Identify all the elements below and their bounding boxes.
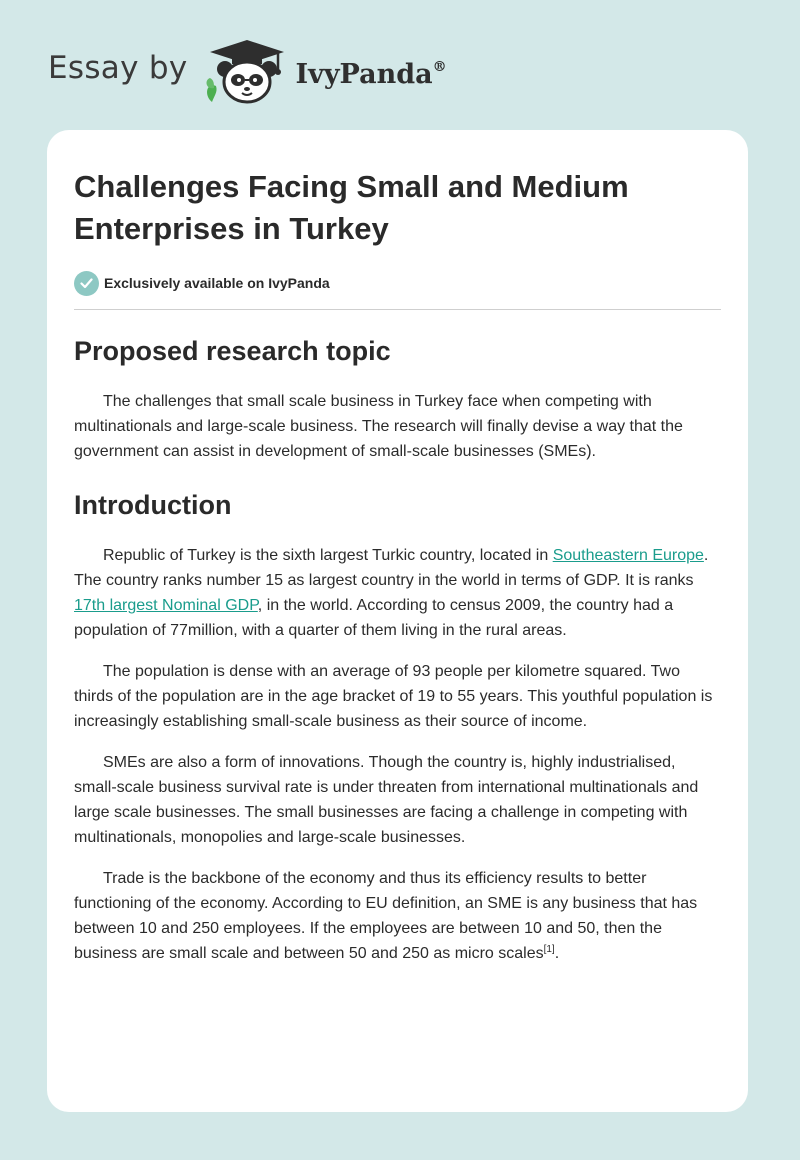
exclusive-badge [74,270,721,296]
paragraph: Republic of Turkey is the sixth largest Turkic country, located in Southeastern Europe. The country ranks number 15 as largest country in the world in terms of GDP. It is ranks 17th largest Nominal GDP, in the world. According to census 2009, the country had a population of 77million, with a quarter of them living in the rural areas. [74,547,709,639]
paragraph: Trade is the backbone of the economy and thus its efficiency results to better functioning of the economy. According to EU definition, an SME is any business that has between 10 and 250 employees. If the employees are between 10 and 50, then the business are small scale and between 50 and 250 as micro scales[1]. [74,870,698,962]
divider [74,309,721,310]
nominal-gdp-link[interactable]: 17th largest Nominal GDP [74,597,258,614]
essay-by-label: Essay by [48,50,188,86]
section-heading-introduction: Introduction [74,490,232,520]
paragraph: SMEs are also a form of innovations. Though the country is, highly industrialised, small-scale business survival rate is under threaten from international multinationals and large scale businesses. The small businesses are facing a challenge in competing with multinationals, monopolies and large-scale businesses. [74,754,699,846]
article-card [47,130,748,1112]
check-circle-icon [74,271,99,296]
exclusive-label: Exclusively available on IvyPanda [104,275,330,291]
brand-name: IvyPanda® [295,58,447,90]
footnote-reference[interactable]: [1] [543,944,555,955]
paragraph: The challenges that small scale business in Turkey face when competing with multinationals and large-scale business. The research will finally devise a way that the government can assist in development of small-scale businesses (SMEs). [74,393,683,460]
section-heading-research-topic: Proposed research topic [74,336,391,366]
southeastern-europe-link[interactable]: Southeastern Europe [552,547,704,564]
panda-mascot-icon [202,36,292,106]
trademark-symbol: ® [432,58,447,75]
site-logo[interactable] [48,36,447,106]
article-title: Challenges Facing Small and Medium Enterprises in Turkey [74,169,629,246]
paragraph: The population is dense with an average of 93 people per kilometre squared. Two thirds of the population are in the age bracket of 19 to 55 years. This youthful population is increasingly establishing small-scale business as their source of income. [74,663,713,730]
